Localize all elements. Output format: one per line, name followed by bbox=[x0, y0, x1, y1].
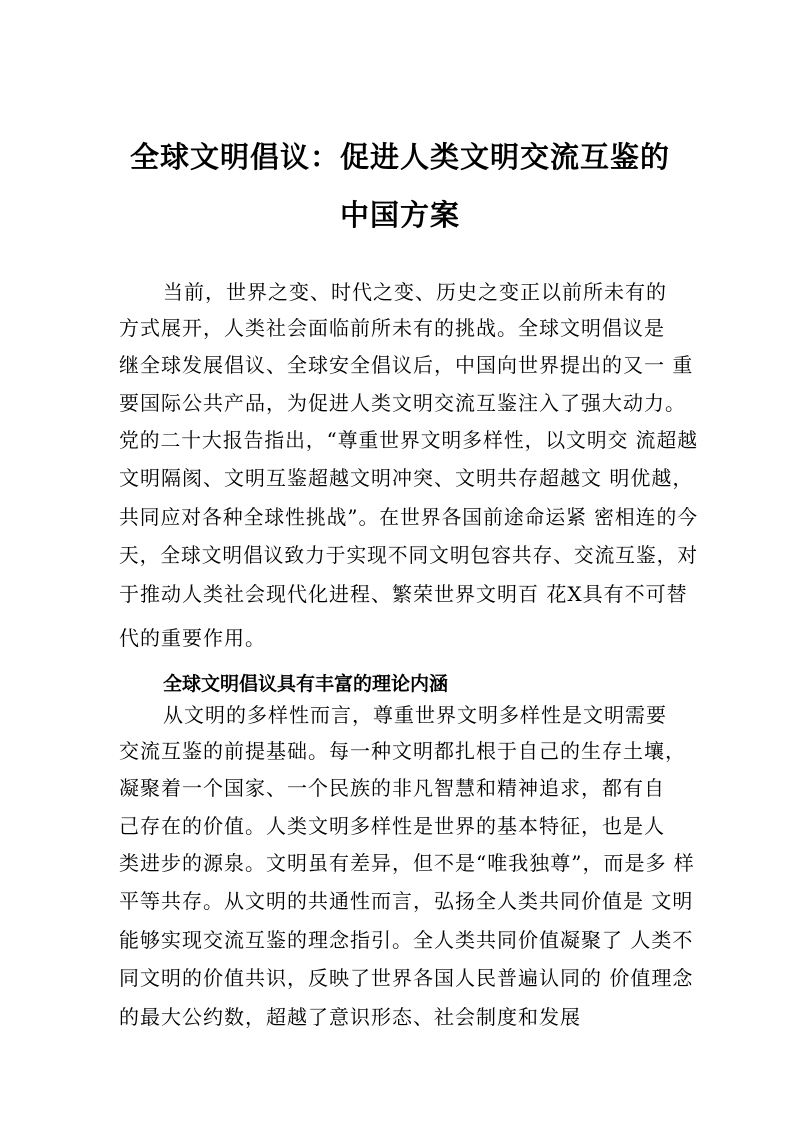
paragraph-2-line: 类进步的源泉。文明虽有差异，但不是“唯我独尊”，而是多 样 bbox=[119, 851, 695, 875]
paragraph-2-line: 凝聚着一个国家、一个民族的非凡智慧和精神追求，都有自 bbox=[119, 776, 665, 800]
paragraph-1-line: 继全球发展倡议、全球安全倡议后，中国向世界提出的又一 重 bbox=[119, 353, 694, 377]
paragraph-1-line: 天，全球文明倡议致力于实现不同文明包容共存、交流互鉴，对 bbox=[119, 543, 699, 567]
paragraph-2-line: 从文明的多样性而言，尊重世界文明多样性是文明需要 bbox=[163, 703, 667, 727]
paragraph-1-line: 文明隔阂、文明互鉴超越文明冲突、文明共存超越文 明优越， bbox=[119, 466, 694, 490]
paragraph-2-line: 的最大公约数，超越了意识形态、社会制度和发展 bbox=[119, 1005, 581, 1029]
document-title-line-1: 全球文明倡议：促进人类文明交流互鉴的 bbox=[129, 140, 670, 174]
paragraph-2-line: 交流互鉴的前提基础。每一种文明都扎根于自己的生存土壤， bbox=[119, 739, 686, 763]
paragraph-1-line: 代的重要作用。 bbox=[119, 626, 266, 650]
paragraph-1-line: 要国际公共产品，为促进人类文明交流互鉴注入了强大动力。 bbox=[119, 391, 686, 415]
paragraph-1-line: 党的二十大报告指出，“尊重世界文明多样性，以文明交 流超越 bbox=[119, 428, 698, 452]
paragraph-2-line: 同文明的价值共识，反映了世界各国人民普遍认同的 价值理念 bbox=[119, 966, 694, 990]
paragraph-2-line: 能够实现交流互鉴的理念指引。全人类共同价值凝聚了 人类不 bbox=[119, 928, 694, 952]
paragraph-1-line: 方式展开，人类社会面临前所未有的挑战。全球文明倡议是 bbox=[119, 316, 665, 340]
paragraph-1-line: 当前，世界之变、时代之变、历史之变正以前所未有的 bbox=[163, 280, 667, 304]
paragraph-1-line: 共同应对各种全球性挑战”。在世界各国前途命运紧 密相连的今 bbox=[119, 505, 698, 529]
paragraph-2-line: 平等共存。从文明的共通性而言，弘扬全人类共同价值是 文明 bbox=[119, 889, 694, 913]
document-title-line-2: 中国方案 bbox=[339, 198, 460, 232]
paragraph-2-line: 己存在的价值。人类文明多样性是世界的基本特征，也是人 bbox=[119, 814, 665, 838]
paragraph-1-line: 于推动人类社会现代化进程、繁荣世界文明百 花X具有不可替 bbox=[119, 582, 688, 606]
section-heading: 全球文明倡议具有丰富的理论内涵 bbox=[163, 673, 449, 695]
